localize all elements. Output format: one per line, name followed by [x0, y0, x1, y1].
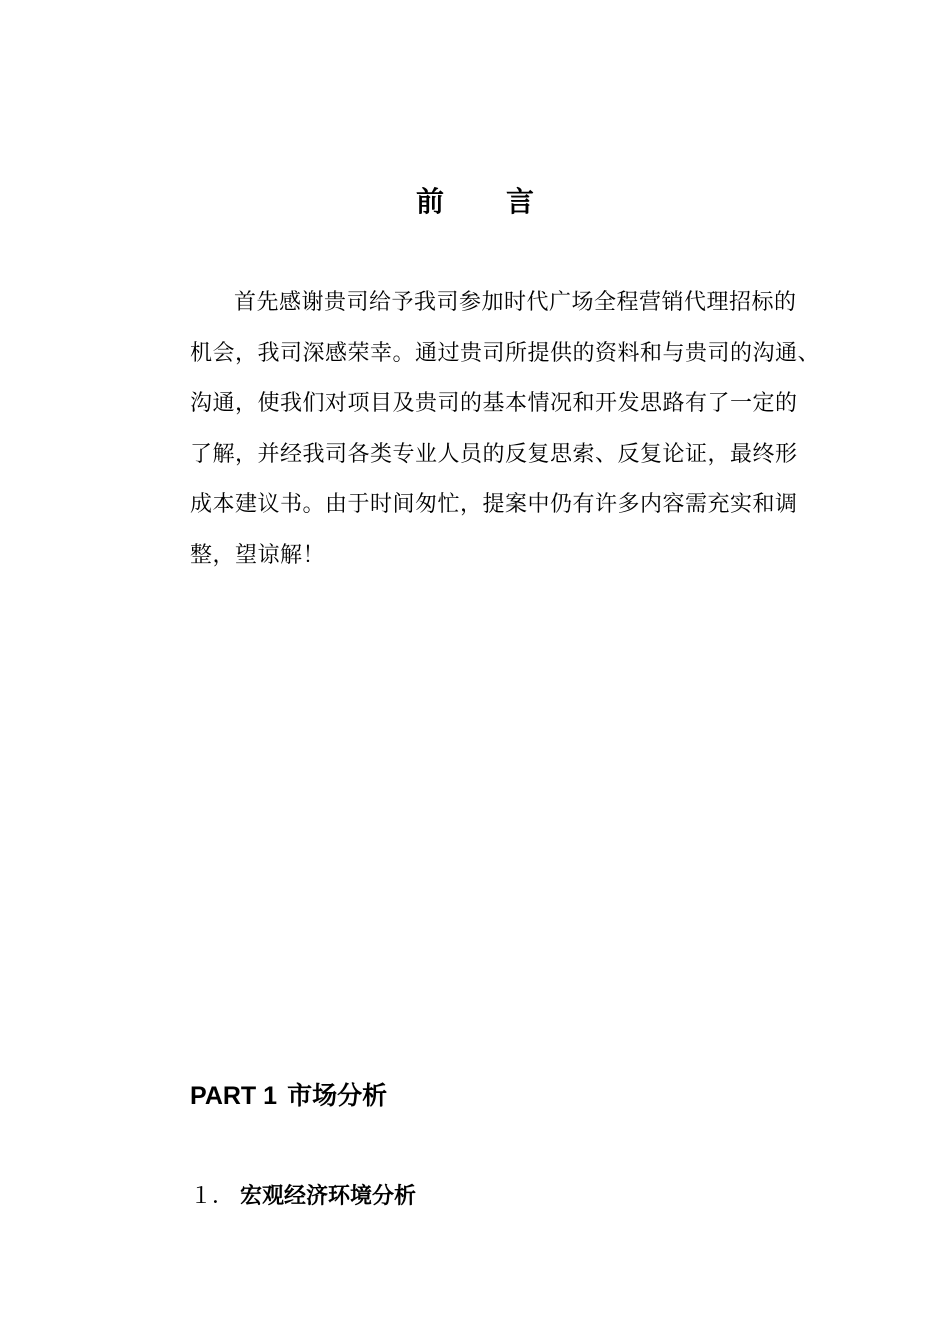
preface-line: 成本建议书。由于时间匆忙，提案中仍有许多内容需充实和调: [190, 492, 798, 517]
section-heading: [190, 1177, 416, 1217]
preface-title: [0, 180, 950, 224]
preface-line: 整，望谅解！: [190, 542, 326, 568]
preface-line: 机会，我司深感荣幸。通过贵司所提供的资料和与贵司的沟通、: [190, 340, 821, 366]
section-title: 宏观经济环境分析: [240, 1184, 417, 1209]
preface-title-char-1: 前: [415, 185, 444, 218]
part-title: 市场分析: [287, 1081, 388, 1110]
section-number: １．: [190, 1184, 235, 1209]
preface-paragraph: [190, 278, 830, 581]
preface-line: 首先感谢贵司给予我司参加时代广场全程营销代理招标的: [234, 290, 797, 315]
part-heading: [190, 1076, 387, 1116]
preface-line: 沟通，使我们对项目及贵司的基本情况和开发思路有了一定的: [190, 391, 798, 416]
preface-title-char-2: 言: [506, 185, 535, 218]
part-label: PART 1: [190, 1082, 278, 1110]
preface-line: 了解，并经我司各类专业人员的反复思索、反复论证，最终形: [190, 441, 798, 467]
